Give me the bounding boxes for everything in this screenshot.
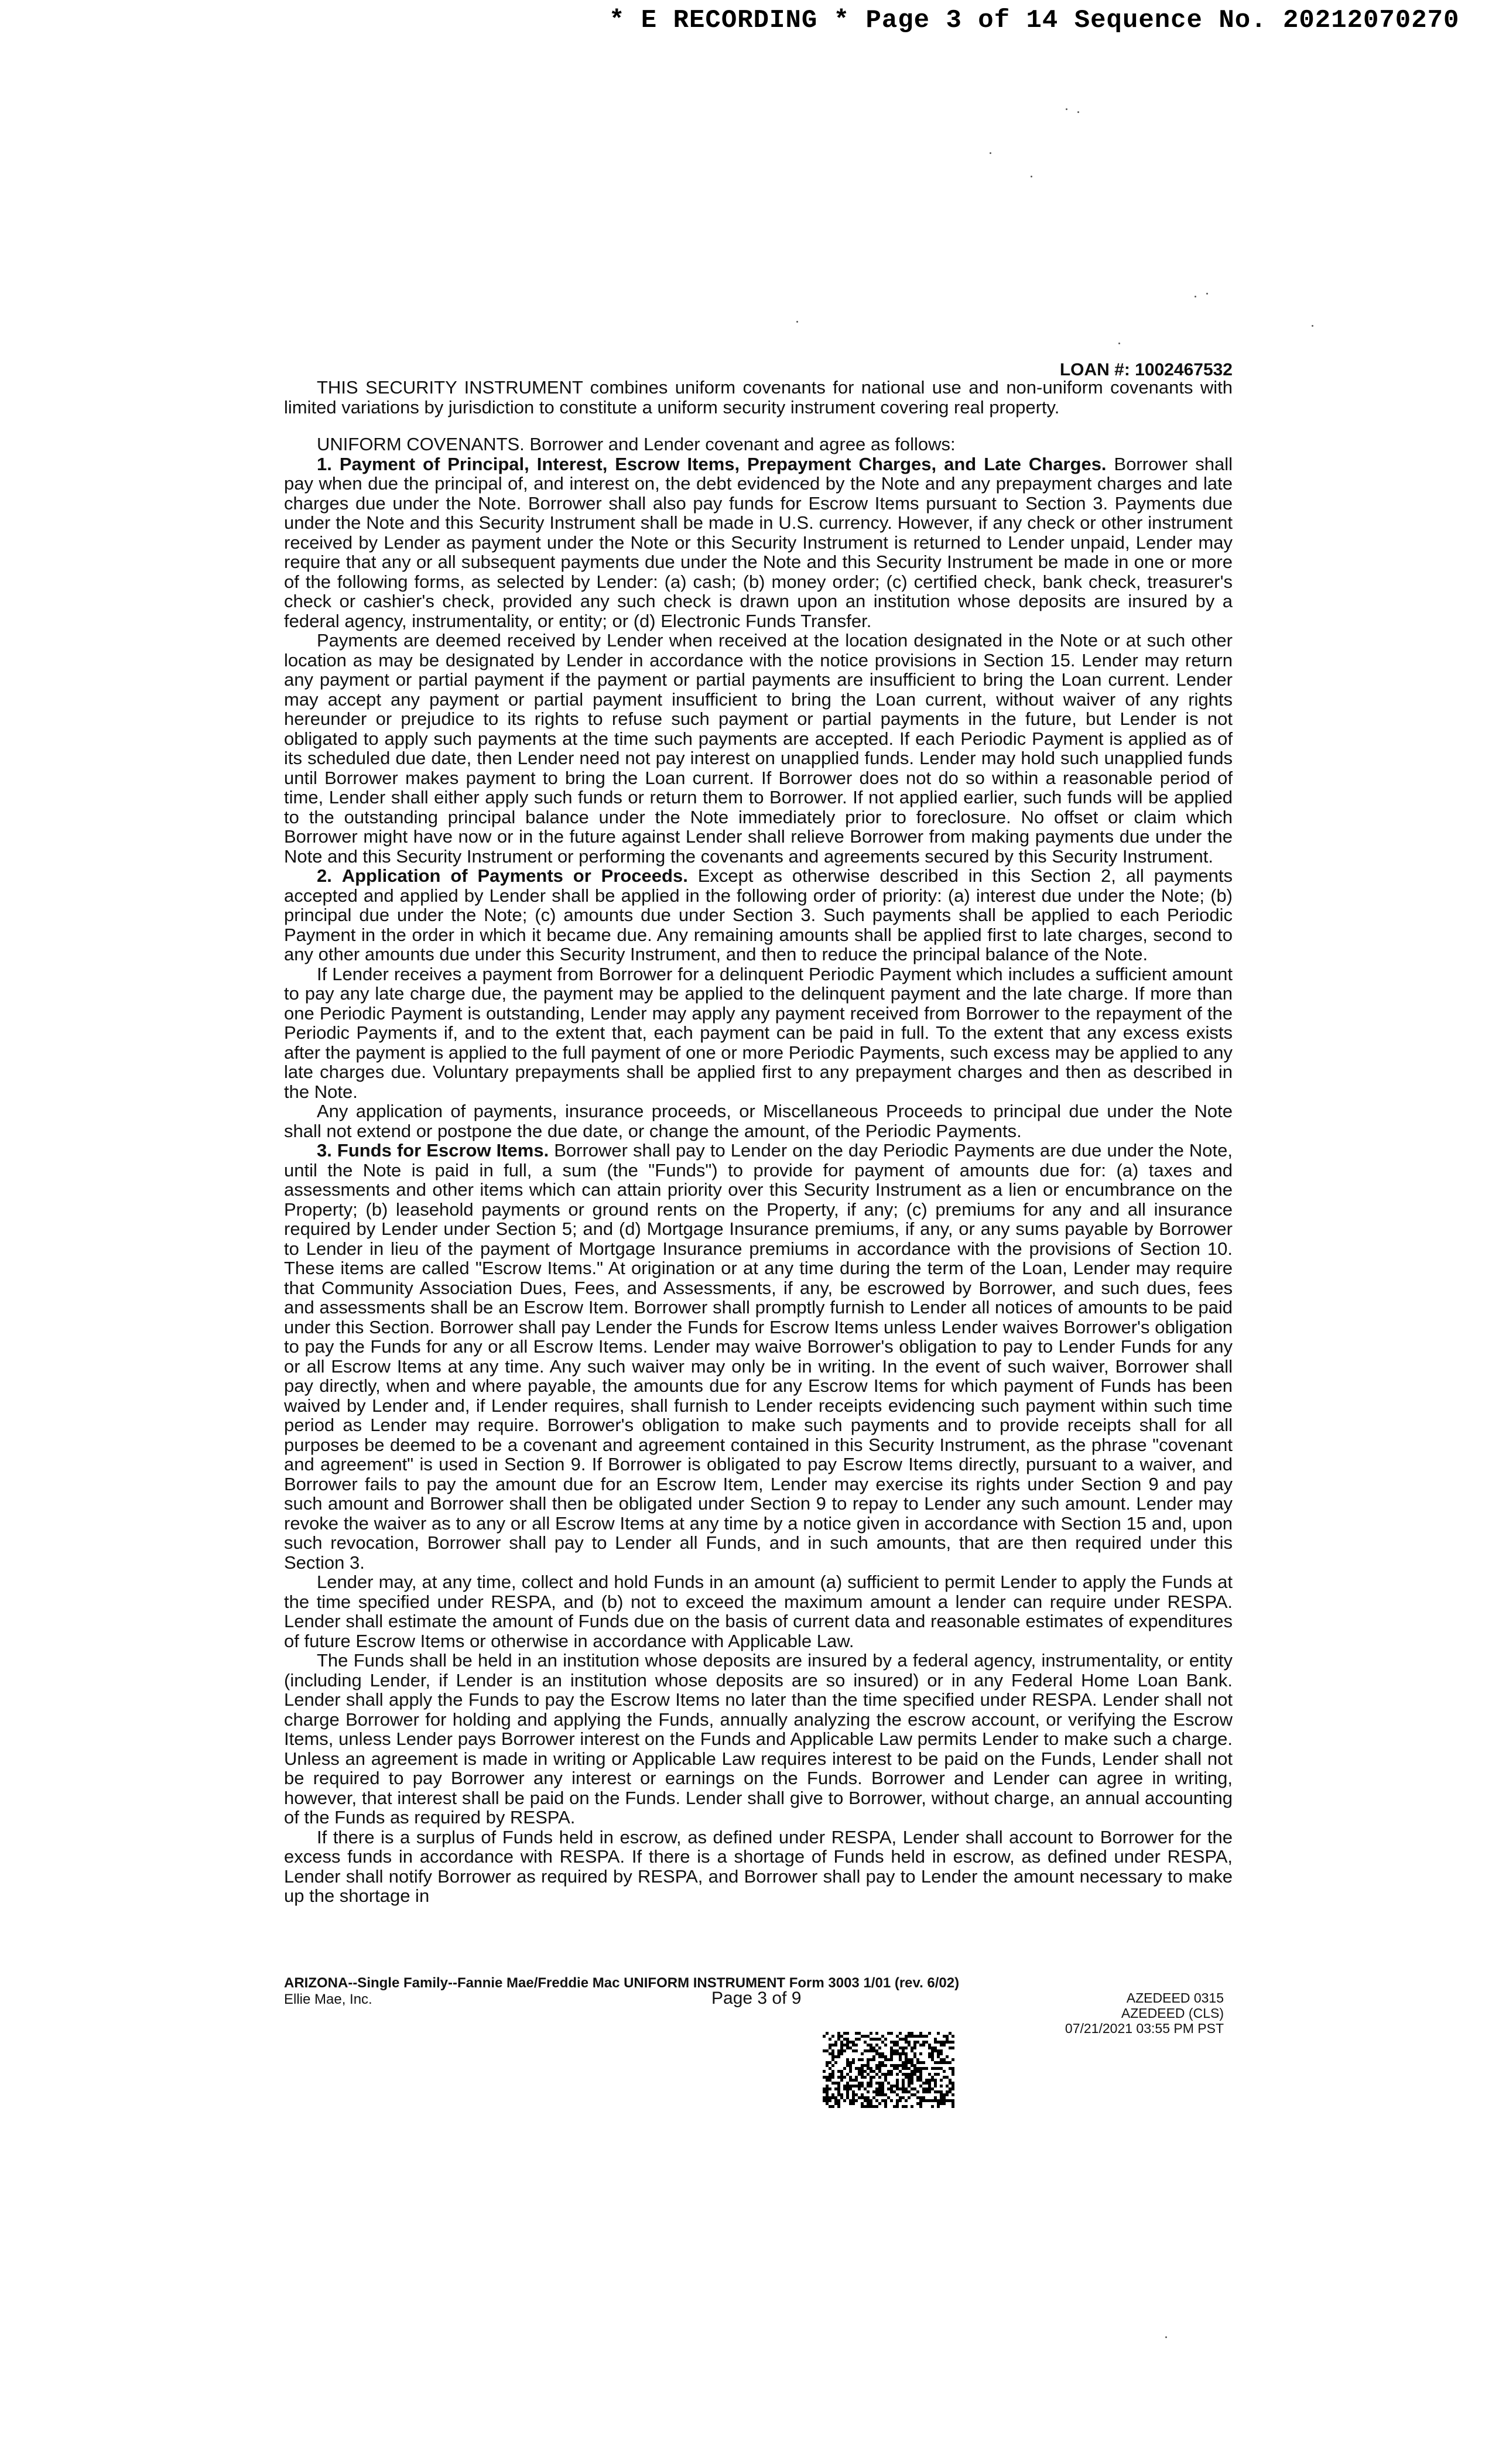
section-1-number: 1.: [317, 453, 332, 474]
section-2-paragraph-2: If Lender receives a payment from Borrower for a delinquent Periodic Payment which includes a sufficient amount to pay any late charge due, the payment may be applied to the delinquent payment and the late charge. If more than one Periodic Payment is outstanding, Lender may apply any payment received from Borrower to the repayment of the Periodic Payments if, and to the extent that, each payment can be paid in full. To the extent that any excess exists after the payment is applied to the full payment of one or more Periodic Payments, such excess may be applied to any late charges due. Voluntary prepayments shall be applied first to any prepayment charges and then as described in the Note.: [284, 963, 1233, 1102]
print-timestamp: 07/21/2021 03:55 PM PST: [1065, 2021, 1224, 2036]
section-3-title: Funds for Escrow Items.: [337, 1140, 549, 1161]
section-3-text: Borrower shall pay to Lender on the day Periodic Payments are due under the Note, until the Note is paid in full, a sum (the "Funds") to provide for payment of amounts due for: (a) taxes and assessments and other items which can attain priority over this Security Instrument as a lien or encumbrance on the Property; (b) leasehold payments or ground rents on the Property, if any; (c) premiums for any and all insurance required by Lender under Section 5; and (d) Mortgage Insurance premiums, if any, or any sums payable by Borrower to Lender in lieu of the payment of Mortgage Insurance premiums in accordance with the provisions of Section 10. These items are called "Escrow Items." At origination or at any time during the term of the Loan, Lender may require that Community Association Dues, Fees, and Assessments, if any, be escrowed by Borrower, and such dues, fees and assessments shall be an Escrow Item. Borrower shall promptly furnish to Lender all notices of amounts to be paid under this Section. Borrower shall pay Lender the Funds for Escrow Items unless Lender waives Borrower's obligation to pay the Funds for any or all Escrow Items. Lender may waive Borrower's obligation to pay to Lender Funds for any or all Escrow Items at any time. Any such waiver may only be in writing. In the event of such waiver, Borrower shall pay directly, when and where payable, the amounts due for any Escrow Items for which payment of Funds has been waived by Lender and, if Lender requires, shall furnish to Lender receipts evidencing such payment within such time period as Lender may require. Borrower's obligation to make such payments and to provide receipts shall for all purposes be deemed to be a covenant and agreement contained in this Security Instrument, as the phrase "covenant and agreement" is used in Section 9. If Borrower is obligated to pay Escrow Items directly, pursuant to a waiver, and Borrower fails to pay the amount due for an Escrow Item, Lender may exercise its rights under Section 9 and pay such amount and Borrower shall then be obligated under Section 9 to repay to Lender any such amount. Lender may revoke the waiver as to any or all Escrow Items at any time by a notice given in accordance with Section 15 and, upon such revocation, Borrower shall pay to Lender all Funds, and in such amounts, that are then required under this Section 3.: [284, 1140, 1233, 1573]
recording-header: * E RECORDING * Page 3 of 14 Sequence No. 20212070270: [609, 6, 1460, 35]
form-code-2: AZEDEED (CLS): [1121, 2006, 1224, 2021]
section-2-number: 2.: [317, 865, 332, 886]
uniform-covenants-paragraph: UNIFORM COVENANTS. Borrower and Lender covenant and agree as follows:: [317, 434, 956, 454]
section-1-paragraph: [284, 454, 1233, 631]
page-footer: [284, 1975, 1233, 2127]
company-name: Ellie Mae, Inc.: [284, 1991, 372, 2007]
section-2-paragraph-3: Any application of payments, insurance proceeds, or Miscellaneous Proceeds to principal due under the Note shall not extend or postpone the due date, or change the amount, of the Periodic Payments.: [284, 1101, 1233, 1141]
section-3-paragraph-3: The Funds shall be held in an institution whose deposits are insured by a federal agency, instrumentality, or entity (including Lender, if Lender is an institution whose deposits are so insured) or in any Federal Home Loan Bank. Lender shall apply the Funds to pay the Escrow Items no later than the time specified under RESPA. Lender shall not charge Borrower for holding and applying the Funds, annually analyzing the escrow account, or verifying the Escrow Items, unless Lender pays Borrower interest on the Funds and Applicable Law permits Lender to make such a charge. Unless an agreement is made in writing or Applicable Law requires interest to be paid on the Funds, Lender shall not be required to pay Borrower any interest or earnings on the Funds. Borrower and Lender can agree in writing, however, that interest shall be paid on the Funds. Lender shall give to Borrower, without charge, an annual accounting of the Funds as required by RESPA.: [284, 1650, 1233, 1828]
section-2-title: Application of Payments or Proceeds.: [341, 865, 688, 886]
form-name: ARIZONA--Single Family--Fannie Mae/Freddie Mac UNIFORM INSTRUMENT Form 3003 1/01 (rev. 6/02): [284, 1975, 960, 1991]
loan-number: LOAN #: 1002467532: [1059, 360, 1233, 379]
section-3-paragraph-4: If there is a surplus of Funds held in escrow, as defined under RESPA, Lender shall account to Borrower for the excess funds in accordance with RESPA. If there is a shortage of Funds held in escrow, as defined under RESPA, Lender shall notify Borrower as required by RESPA, and Borrower shall pay to Lender the amount necessary to make up the shortage in: [284, 1826, 1233, 1906]
barcode-icon: [823, 2032, 954, 2108]
section-2-text: Except as otherwise described in this Section 2, all payments accepted and applied by Lender shall be applied in the following order of priority: (a) interest due under the Note; (b) principal due under the Note; (c) amounts due under Section 3. Such payments shall be applied to each Periodic Payment in the order in which it became due. Any remaining amounts shall be applied first to late charges, second to any other amounts due under this Security Instrument, and then to reduce the principal balance of the Note.: [284, 865, 1233, 964]
security-instrument-page: [284, 360, 1233, 1906]
section-3-number: 3.: [317, 1140, 332, 1161]
intro-paragraph: THIS SECURITY INSTRUMENT combines uniform covenants for national use and non-uniform covenants with limited variations by jurisdiction to constitute a uniform security instrument covering real property.: [284, 377, 1233, 417]
form-code-1: AZEDEED 0315: [1126, 1990, 1224, 2006]
section-1-paragraph-2: Payments are deemed received by Lender when received at the location designated in the Note or at such other location as may be designated by Lender in accordance with the notice provisions in Section 15. Lender may return any payment or partial payment if the payment or partial payments are insufficient to bring the Loan current. Lender may accept any payment or partial payment insufficient to bring the Loan current, without waiver of any rights hereunder or prejudice to its rights to refuse such payment or partial payments in the future, but Lender is not obligated to apply such payments at the time such payments are accepted. If each Periodic Payment is applied as of its scheduled due date, then Lender need not pay interest on unapplied funds. Lender may hold such unapplied funds until Borrower makes payment to bring the Loan current. If Borrower does not do so within a reasonable period of time, Lender shall either apply such funds or return them to Borrower. If not applied earlier, such funds will be applied to the outstanding principal balance under the Note immediately prior to foreclosure. No offset or claim which Borrower might have now or in the future against Lender shall relieve Borrower from making payments due under the Note and this Security Instrument or performing the covenants and agreements secured by this Security Instrument.: [284, 630, 1233, 867]
section-1-title: Payment of Principal, Interest, Escrow Items, Prepayment Charges, and Late Charges.: [339, 453, 1107, 474]
section-1-text: Borrower shall pay when due the principal of, and interest on, the debt evidenced by the Note and any prepayment charges and late charges due under the Note. Borrower shall also pay funds for Escrow Items pursuant to Section 3. Payments due under the Note and this Security Instrument shall be made in U.S. currency. However, if any check or other instrument received by Lender as payment under the Note or this Security Instrument is returned to Lender unpaid, Lender may require that any or all subsequent payments due under the Note and this Security Instrument be made in one or more of the following forms, as selected by Lender: (a) cash; (b) money order; (c) certified check, bank check, treasurer's check or cashier's check, provided any such check is drawn upon an institution whose deposits are insured by a federal agency, instrumentality, or entity; or (d) Electronic Funds Transfer.: [284, 453, 1233, 631]
page-number: Page 3 of 9: [711, 1989, 802, 2008]
section-3-paragraph-2: Lender may, at any time, collect and hold Funds in an amount (a) sufficient to permit Lender to apply the Funds at the time specified under RESPA, and (b) not to exceed the maximum amount a lender can require under RESPA. Lender shall estimate the amount of Funds due on the basis of current data and reasonable estimates of expenditures of future Escrow Items or otherwise in accordance with Applicable Law.: [284, 1572, 1233, 1651]
section-3-paragraph: [284, 1141, 1233, 1572]
section-2-paragraph: [284, 866, 1233, 964]
form-codes: [1065, 1990, 1224, 2036]
